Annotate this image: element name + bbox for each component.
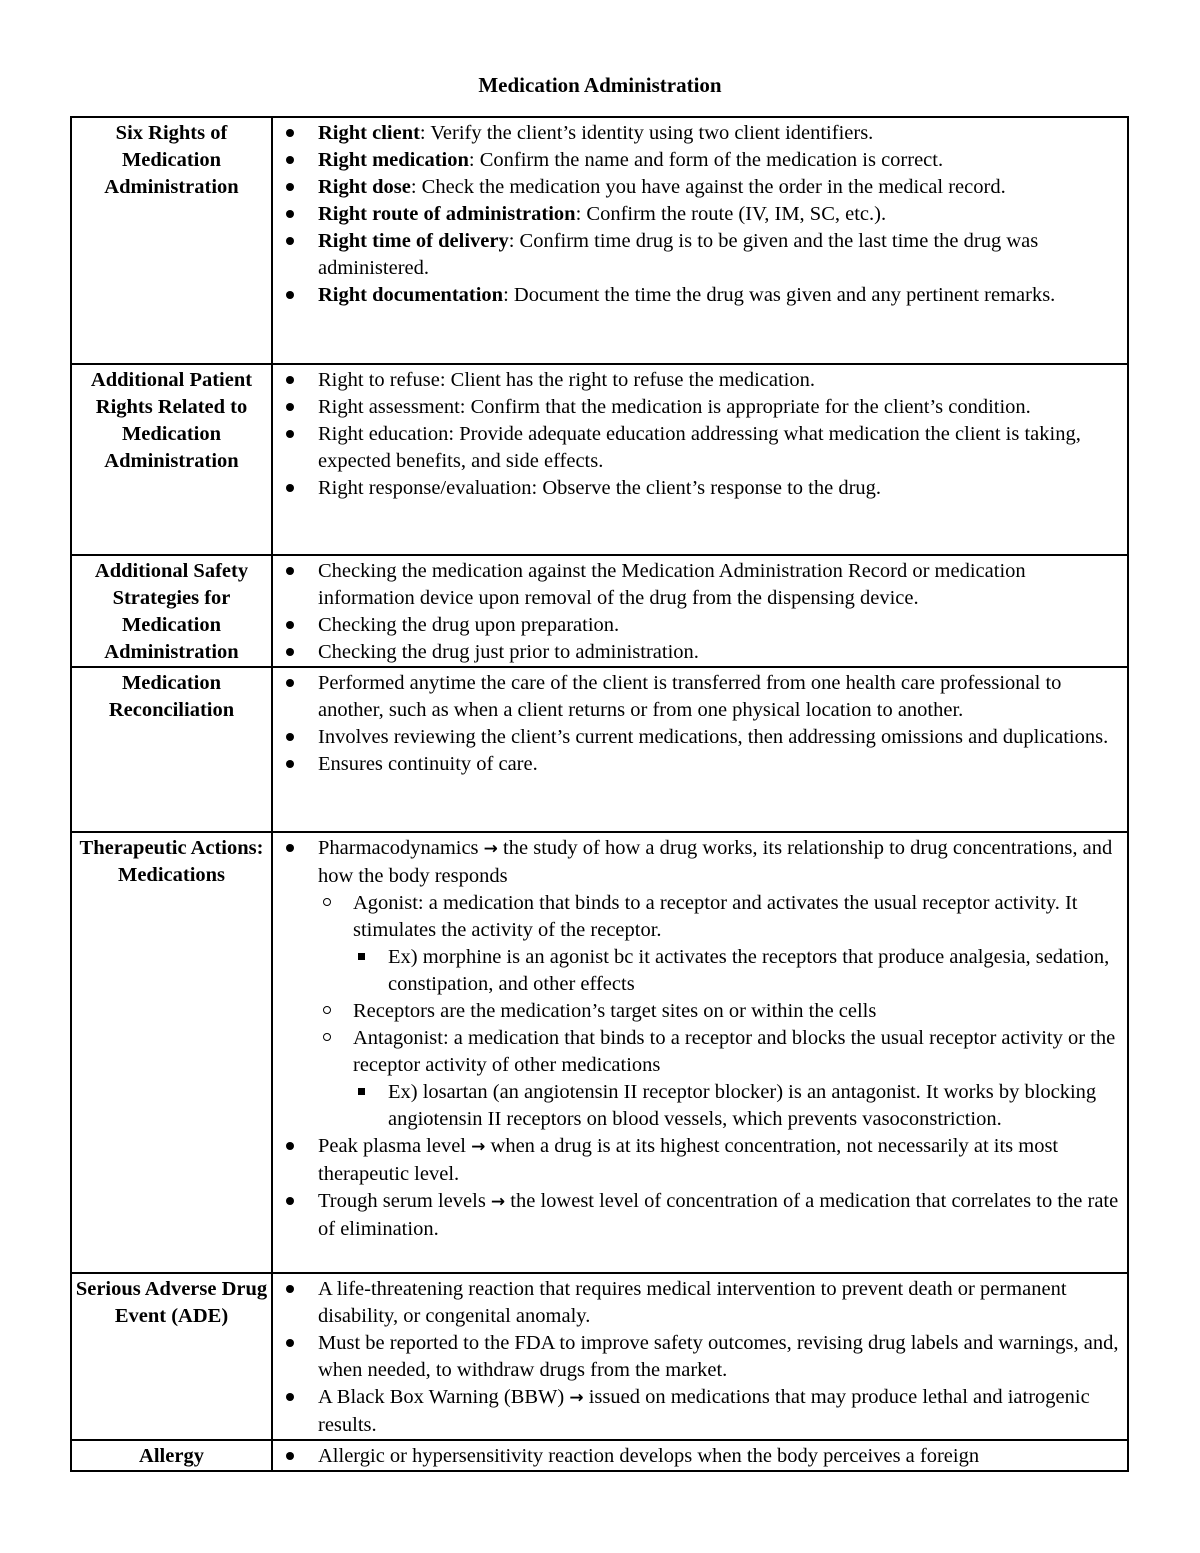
row-content-ade [272,1273,1128,1440]
list-item [318,147,1127,174]
document-title: Medication Administration [478,73,722,97]
item-term-plain: A Black Box Warning (BBW) [318,1386,565,1408]
list-item [318,1133,1127,1188]
list-item: A life-threatening reaction that requires medical intervention to prevent death or permanent disability, or congenital anomaly. [318,1276,1127,1330]
list-item: Must be reported to the FDA to improve safety outcomes, revising drug labels and warnings, and, when needed, to withdraw drugs from the market. [318,1330,1127,1384]
row-content-therapeutic [272,832,1128,1273]
sub-sub-list-item: Ex) losartan (an angiotensin II receptor blocker) is an antagonist. It works by blocking angiotensin II receptors on blood vessels, which prevents vasoconstriction. [388,1079,1127,1133]
row-content-allergy [272,1440,1128,1471]
item-text: the lowest level of concentration of a medication that correlates to the rate of elimination. [318,1190,1119,1240]
item-text: when a drug is at its highest concentration, not necessarily at its most therapeutic level. [318,1135,1059,1185]
row-content-six-rights [272,117,1128,364]
sub-list-item: Receptors are the medication’s target sites on or within the cells [353,998,1127,1025]
item-text: Agonist: a medication that binds to a receptor and activates the usual receptor activity. It stimulates the activity of the receptor. [353,892,1078,941]
row-label-therapeutic: Therapeutic Actions: Medications [71,832,272,1273]
row-content-reconciliation [272,667,1128,832]
row-label-additional-rights: Additional Patient Rights Related to Medication Administration [71,364,272,555]
item-text: Antagonist: a medication that binds to a receptor and blocks the usual receptor activity or the receptor activity of other medications [353,1027,1116,1076]
table-row [71,832,1128,1273]
item-term-plain: Pharmacodynamics [318,837,479,859]
item-text: : Check the medication you have against the order in the medical record. [410,176,1006,198]
item-term: Right documentation [318,284,504,306]
sub-list-item [353,1025,1127,1133]
list-item: Right response/evaluation: Observe the client’s response to the drug. [318,475,1127,502]
item-term: Right client [318,122,420,144]
arrow-icon: → [471,1137,486,1157]
list-item [318,228,1127,282]
list-item: Checking the drug upon preparation. [318,612,1127,639]
table-row [71,1440,1128,1471]
item-term-plain: Trough serum levels [318,1190,486,1212]
list-item: Right education: Provide adequate education addressing what medication the client is taking, expected benefits, and side effects. [318,421,1127,475]
list-item: Checking the medication against the Medication Administration Record or medication information device upon removal of the drug from the dispensing device. [318,558,1127,612]
sub-list-item [353,890,1127,998]
arrow-icon: → [569,1388,584,1408]
row-content-additional-rights [272,364,1128,555]
row-label-allergy: Allergy [71,1440,272,1471]
list-item: Involves reviewing the client’s current medications, then addressing omissions and duplications. [318,724,1127,751]
item-term: Right time of delivery [318,230,509,252]
table-row [71,667,1128,832]
table-row [71,1273,1128,1440]
list-item [318,120,1127,147]
arrow-icon: → [483,839,498,859]
item-text: : Confirm time drug is to be given and the last time the drug was administered. [318,230,1039,279]
list-item [318,201,1127,228]
item-term: Right route of administration [318,203,576,225]
list-item: Right to refuse: Client has the right to refuse the medication. [318,367,1127,394]
list-item: Checking the drug just prior to administration. [318,639,1127,666]
row-label-reconciliation: Medication Reconciliation [71,667,272,832]
item-term: Right dose [318,176,411,198]
item-term-plain: Peak plasma level [318,1135,467,1157]
table-row [71,555,1128,667]
row-label-safety: Additional Safety Strategies for Medication Administration [71,555,272,667]
table-row [71,117,1128,364]
list-item: Performed anytime the care of the client is transferred from one health care professional to another, such as when a client returns or from one physical location to another. [318,670,1127,724]
row-content-safety [272,555,1128,667]
list-item: Ensures continuity of care. [318,751,1127,778]
medication-table [70,116,1129,1472]
list-item: Right assessment: Confirm that the medication is appropriate for the client’s condition. [318,394,1127,421]
sub-sub-list-item: Ex) morphine is an agonist bc it activates the receptors that produce analgesia, sedation, constipation, and other effects [388,944,1127,998]
arrow-icon: → [490,1192,506,1212]
list-item [318,1384,1127,1439]
list-item: Allergic or hypersensitivity reaction develops when the body perceives a foreign [318,1443,1127,1470]
row-label-ade: Serious Adverse Drug Event (ADE) [71,1273,272,1440]
item-term: Right medication [318,149,469,171]
item-text: : Document the time the drug was given and any pertinent remarks. [503,284,1056,306]
item-text: : Confirm the route (IV, IM, SC, etc.). [575,203,887,225]
list-item [318,282,1127,309]
item-text: the study of how a drug works, its relationship to drug concentrations, and how the body responds [318,837,1113,887]
item-text: issued on medications that may produce lethal and iatrogenic results. [318,1386,1090,1436]
list-item [318,835,1127,1133]
table-row [71,364,1128,555]
row-label-six-rights: Six Rights of Medication Administration [71,117,272,364]
list-item [318,1188,1127,1243]
item-text: : Verify the client’s identity using two client identifiers. [419,122,874,144]
item-text: : Confirm the name and form of the medication is correct. [468,149,944,171]
list-item [318,174,1127,201]
